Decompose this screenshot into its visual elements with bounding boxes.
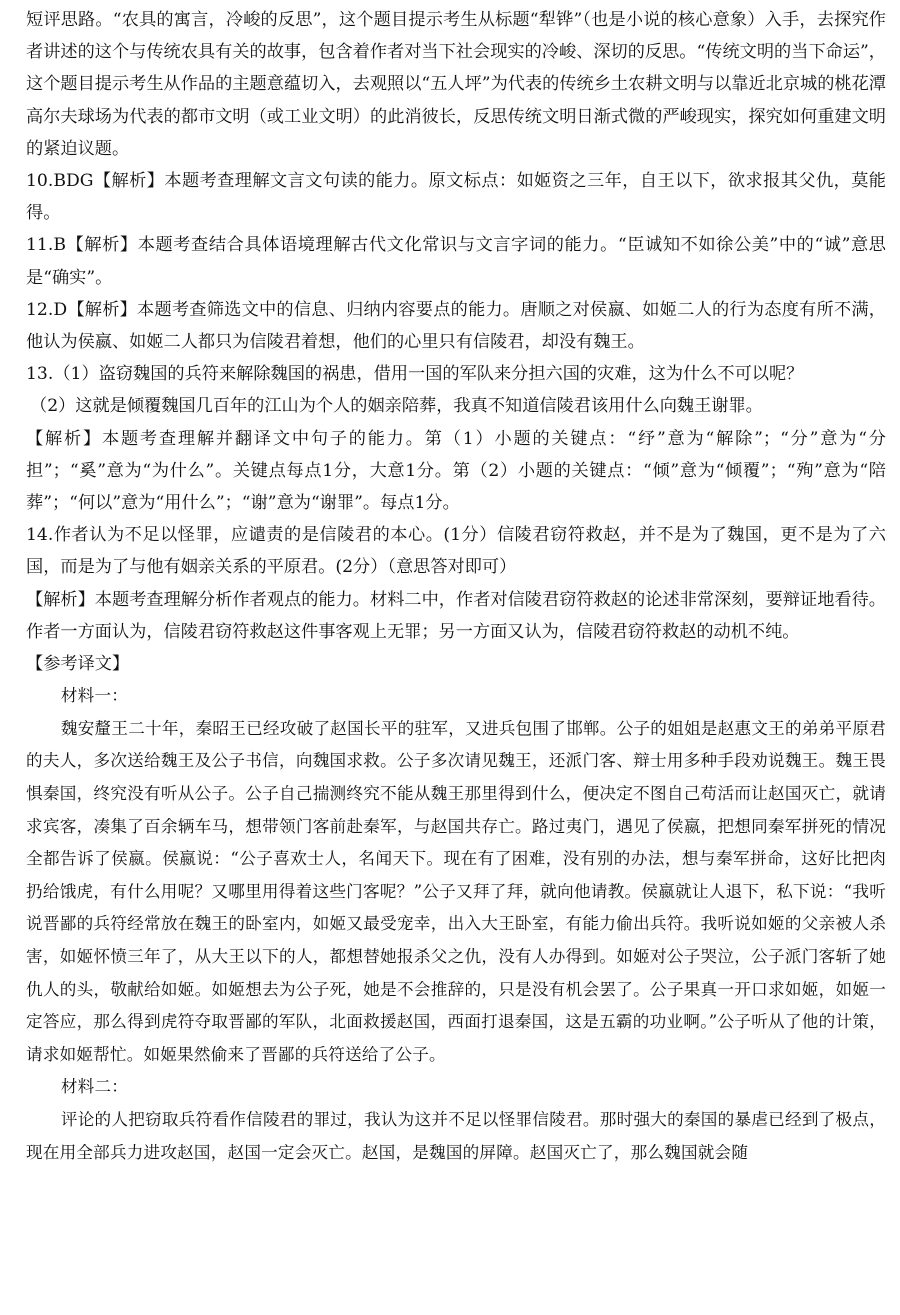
answer-q13-part1: 13.（1）盗窃魏国的兵符来解除魏国的祸患，借用一国的军队来分担六国的灾难，这为什么不可以呢？ [26, 364, 804, 385]
material1-label: 材料一： [60, 686, 129, 706]
material2-label: 材料二： [60, 1077, 129, 1097]
reference-translation-label: 【参考译文】 [26, 654, 130, 675]
answer-q14: 14.作者认为不足以怪罪，应谴责的是信陵君的本心。(1分）信陵君窃符救赵，并不是为了魏国，更不是为了六国，而是为了与他有姻亲关系的平原君。(2分）（意思答对即可） [26, 525, 886, 578]
answer-q10: 10.BDG【解析】本题考查理解文言文句读的能力。原文标点：如姬资之三年，自王以下，欲求报其父仇，莫能得。 [26, 171, 886, 224]
answer-q11: 11.B【解析】本题考查结合具体语境理解古代文化常识与文言字词的能力。“臣诚知不如徐公美”中的“诚”意思是“确实”。 [26, 235, 886, 288]
document-page [26, 4, 886, 1169]
analysis-q14: 【解析】本题考查理解分析作者观点的能力。材料二中，作者对信陵君窃符救赵的论述非常深刻，要辩证地看待。作者一方面认为，信陵君窃符救赵这件事客观上无罪；另一方面又认为，信陵君窃符救赵的动机不纯。 [26, 589, 886, 642]
intro-paragraph: 短评思路。“农具的寓言，冷峻的反思”，这个题目提示考生从标题“犁铧”（也是小说的核心意象）入手，去探究作者讲述的这个与传统农具有关的故事，包含着作者对当下社会现实的冷峻、深切的反思。“传统文明的当下命运”，这个题目提示考生从作品的主题意蕴切入，去观照以“五人坪”为代表的传统乡土农耕文明与以靠近北京城的桃花潭高尔夫球场为代表的都市文明（或工业文明）的此消彼长，反思传统文明日渐式微的严峻现实，探究如何重建文明的紧迫议题。 [26, 10, 886, 159]
answer-q12: 12.D【解析】本题考查筛选文中的信息、归纳内容要点的能力。唐顺之对侯嬴、如姬二人的行为态度有所不满，他认为侯嬴、如姬二人都只为信陵君着想，他们的心里只有信陵君，却没有魏王。 [26, 299, 886, 353]
material1-text: 魏安釐王二十年，秦昭王已经攻破了赵国长平的驻军，又进兵包围了邯郸。公子的姐姐是赵惠文王的弟弟平原君的夫人，多次送给魏王及公子书信，向魏国求救。公子多次请见魏王，还派门客、辩士用多种手段劝说魏王。魏王畏惧秦国，终究没有听从公子。公子自己揣测终究不能从魏王那里得到什么，便决定不图自己苟活而让赵国灭亡，就请求宾客，凑集了百余辆车马，想带领门客前赴秦军，与赵国共存亡。路过夷门，遇见了侯嬴，把想同秦军拼死的情况全都告诉了侯嬴。侯嬴说：“公子喜欢士人，名闻天下。现在有了困难，没有别的办法，想与秦军拼命，这好比把肉扔给饿虎，有什么用呢？又哪里用得着这些门客呢？”公子又拜了拜，就向他请教。侯嬴就让人退下，私下说：“我听说晋鄙的兵符经常放在魏王的卧室内，如姬又最受宠幸，出入大王卧室，有能力偷出兵符。我听说如姬的父亲被人杀害，如姬怀愤三年了，从大王以下的人，都想替她报杀父之仇，没有人办得到。如姬对公子哭泣，公子派门客斩了她仇人的头，敬献给如姬。如姬想去为公子死，她是不会推辞的，只是没有机会罢了。公子果真一开口求如姬，如姬一定答应，那么得到虎符夺取晋鄙的军队，北面救援赵国，西面打退秦国，这是五霸的功业啊。”公子听从了他的计策，请求如姬帮忙。如姬果然偷来了晋鄙的兵符送给了公子。 [26, 718, 886, 1064]
answer-q13-part2: （2）这就是倾覆魏国几百年的江山为个人的姻亲陪葬，我真不知道信陵君该用什么向魏王谢罪。 [30, 396, 763, 417]
analysis-q13: 【解析】本题考查理解并翻译文中句子的能力。第（1）小题的关键点：“纾”意为“解除”；“分”意为“分担”；“奚”意为“为什么”。关键点每点1分，大意1分。第（2）小题的关键点：“倾”意为“倾覆”；“殉”意为“陪葬”；“何以”意为“用什么”；“谢”意为“谢罪”。每点1分。 [26, 428, 886, 514]
material2-text: 评论的人把窃取兵符看作信陵君的罪过，我认为这并不足以怪罪信陵君。那时强大的秦国的暴虐已经到了极点，现在用全部兵力进攻赵国，赵国一定会灭亡。赵国，是魏国的屏障。赵国灭亡了，那么魏国就会随 [26, 1109, 886, 1162]
